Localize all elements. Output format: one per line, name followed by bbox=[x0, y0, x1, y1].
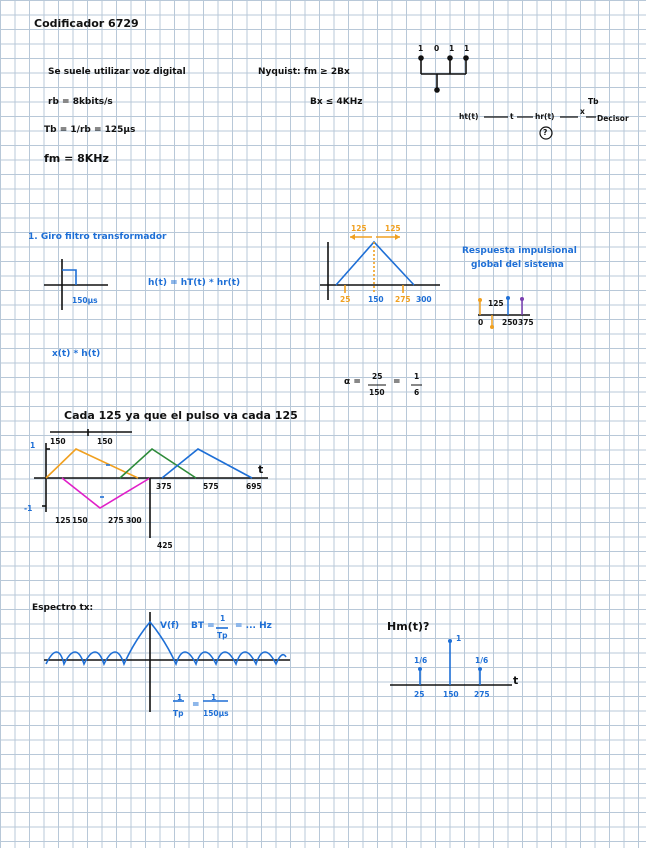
wave-tick: 695 bbox=[246, 482, 262, 491]
convolution-waveform bbox=[34, 429, 268, 538]
chain-decisor: Decisor bbox=[597, 114, 629, 123]
wave-y-label: 1 bbox=[30, 441, 36, 450]
bt-den: Tp bbox=[217, 631, 228, 640]
bit-label: 0 bbox=[434, 44, 440, 53]
bit-label: 1 bbox=[464, 44, 470, 53]
bit-label: 1 bbox=[418, 44, 424, 53]
wave-top-label: 150 bbox=[97, 437, 113, 446]
wave-425-label: 425 bbox=[157, 541, 173, 550]
tri-top-label: 125 bbox=[385, 224, 401, 233]
rect-pulse-sketch bbox=[44, 259, 108, 310]
hm-t-label: t bbox=[513, 674, 519, 687]
chain-ht: ht(t) bbox=[459, 112, 479, 121]
chain-hr: hr(t) bbox=[535, 112, 555, 121]
chain-tb: Tb bbox=[588, 97, 599, 106]
bt-num: 1 bbox=[220, 614, 226, 623]
hm-value: 1/6 bbox=[414, 656, 428, 665]
hm-tick: 275 bbox=[474, 690, 490, 699]
section-heading: 1. Giro filtro transformador bbox=[28, 232, 167, 242]
alpha-res-den: 6 bbox=[414, 388, 420, 397]
wave-tick: 375 bbox=[156, 482, 172, 491]
bt-label: BT = bbox=[191, 621, 215, 631]
bx-line: Bx ≤ 4KHz bbox=[310, 97, 363, 107]
hm-tick: 150 bbox=[443, 690, 459, 699]
wave-bottom-label: 125 bbox=[55, 516, 71, 525]
impulse-top: 125 bbox=[488, 299, 504, 308]
nyquist-line: Nyquist: fm ≥ 2Bx bbox=[258, 67, 350, 77]
spectrum-heading: Espectro tx: bbox=[32, 603, 94, 613]
question-mark: ? bbox=[543, 128, 548, 137]
frac2-den: 150μs bbox=[203, 709, 229, 718]
bit-tree-diagram bbox=[419, 56, 468, 92]
wave-y-label: -1 bbox=[24, 504, 33, 513]
chain-t: t bbox=[510, 112, 514, 121]
alpha-res-num: 1 bbox=[414, 372, 420, 381]
response-title-2: global del sistema bbox=[471, 260, 564, 270]
tri-tick-label: 150 bbox=[368, 295, 384, 304]
convolution-label: x(t) * h(t) bbox=[52, 349, 101, 359]
impulse-response-stems bbox=[478, 296, 530, 329]
frac1-num: 1 bbox=[177, 693, 183, 702]
hm-title: Hm(t)? bbox=[387, 620, 430, 633]
wave-t-label: t bbox=[258, 463, 264, 476]
impulse-tick: 0 bbox=[478, 318, 484, 327]
impulse-tick: 250 bbox=[502, 318, 518, 327]
tri-tick-label: 275 bbox=[395, 295, 411, 304]
intro-line: Se suele utilizar voz digital bbox=[48, 67, 186, 77]
frac1-den: Tp bbox=[173, 709, 184, 718]
wave-tick: 575 bbox=[203, 482, 219, 491]
spectrum-plot bbox=[44, 612, 290, 712]
wave-top-label: 150 bbox=[50, 437, 66, 446]
hm-stem-plot bbox=[390, 639, 512, 685]
block-chain-lines bbox=[484, 117, 596, 139]
bit-label: 1 bbox=[449, 44, 455, 53]
tb-line: Tb = 1/rb = 125μs bbox=[44, 125, 136, 135]
frac2-num: 1 bbox=[211, 693, 217, 702]
tri-tick-label: 300 bbox=[416, 295, 432, 304]
hm-value: 1/6 bbox=[475, 656, 489, 665]
impulse-tick: 375 bbox=[518, 318, 534, 327]
cada-note: Cada 125 ya que el pulso va cada 125 bbox=[64, 409, 298, 422]
triangle-response-sketch bbox=[320, 234, 440, 300]
tri-tick-label: 25 bbox=[340, 295, 351, 304]
hm-value: 1 bbox=[456, 634, 462, 643]
tri-top-label: 125 bbox=[351, 224, 367, 233]
alpha-eq: = bbox=[393, 377, 401, 387]
chain-x: x bbox=[580, 107, 585, 116]
wave-bottom-label: 275 bbox=[108, 516, 124, 525]
response-title-1: Respuesta impulsional bbox=[462, 246, 577, 256]
alpha-den: 150 bbox=[369, 388, 385, 397]
rb-line: rb = 8kbits/s bbox=[48, 97, 113, 107]
h-equation: h(t) = hT(t) * hr(t) bbox=[148, 278, 241, 288]
alpha-num: 25 bbox=[372, 372, 383, 381]
bt-rest: = ... Hz bbox=[235, 621, 272, 631]
page-title: Codificador 6729 bbox=[34, 17, 139, 30]
wave-bottom-label: 300 bbox=[126, 516, 142, 525]
fm-line: fm = 8KHz bbox=[44, 152, 109, 165]
rect-label: 150μs bbox=[72, 296, 98, 305]
hm-tick: 25 bbox=[414, 690, 425, 699]
wave-bottom-label: 150 bbox=[72, 516, 88, 525]
frac-eq: = bbox=[192, 700, 200, 710]
alpha-label: α = bbox=[344, 377, 361, 387]
vf-label: V(f) bbox=[160, 621, 180, 631]
